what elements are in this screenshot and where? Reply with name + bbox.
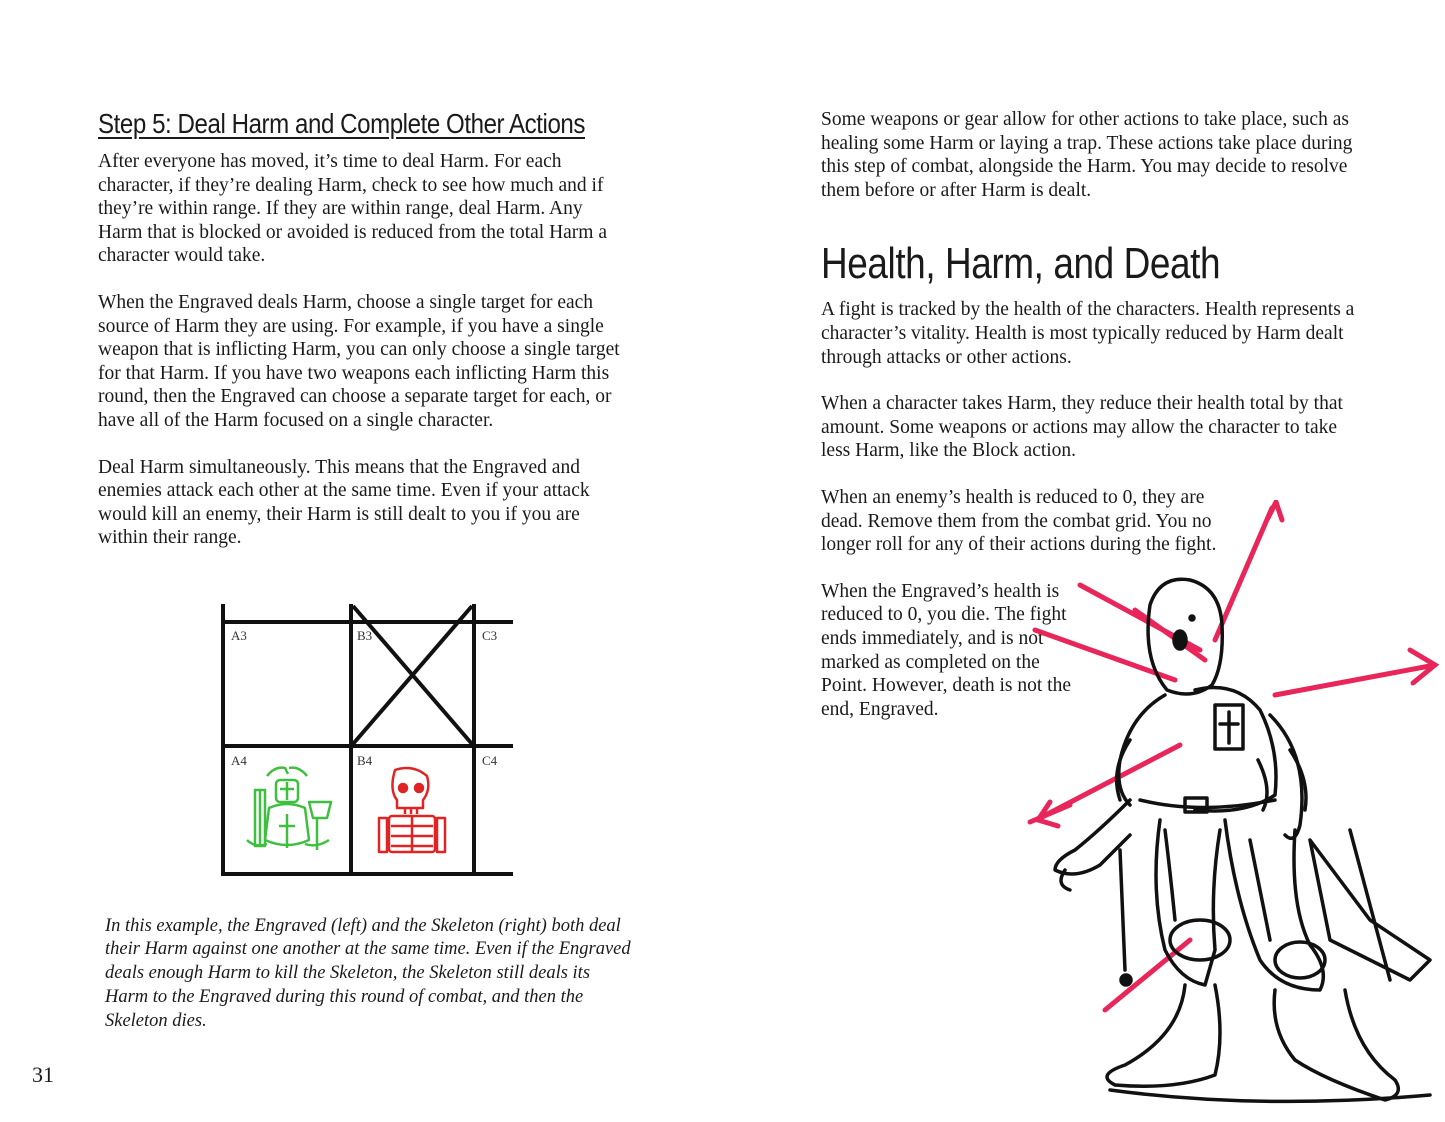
right-paragraph-4: When the Engraved’s health is reduced to 0, you die. The fight ends immediately, and is not marked as completed on the Point. However, death is not the end, Engraved. (821, 580, 1071, 720)
cell-label-c3: C3 (482, 628, 498, 643)
cell-label-b3: B3 (357, 628, 373, 643)
combat-grid (219, 604, 515, 878)
figure-caption: In this example, the Engraved (left) and the Skeleton (right) both deal their Harm against one another at the same time. Even if the Engraved deals enough Harm to kill the Skeleton, the Skeleton still deals its Harm to the Engraved during this round of combat, and then the Skeleton dies. (105, 915, 631, 1031)
right-paragraph-3: When an enemy’s health is reduced to 0, they are dead. Remove them from the combat grid. You no longer roll for any of their actions during the fight. (821, 486, 1217, 556)
cell-label-b4: B4 (357, 753, 373, 768)
cell-label-a4: A4 (231, 753, 247, 768)
cell-label-a3: A3 (231, 628, 247, 643)
left-paragraph-3: Deal Harm simultaneously. This means that the Engraved and enemies attack each other at the same time. Even if your attack would kill an enemy, their Harm is still dealt to you if you are within their range. (98, 456, 590, 549)
knight-struck-by-arrows-illustration (1010, 500, 1445, 1117)
section-heading: Health, Harm, and Death (821, 239, 1221, 289)
step-heading: Step 5: Deal Harm and Complete Other Actions (98, 108, 586, 139)
blocked-x-mark (353, 606, 472, 744)
skeleton-icon (379, 768, 445, 852)
engraved-knight-icon (247, 768, 331, 850)
left-column (98, 104, 628, 573)
left-paragraph-2: When the Engraved deals Harm, choose a single target for each source of Harm they are using. For example, if you have a single weapon that is inflicting Harm, you can only choose a single target for that Harm. If you have two weapons each inflicting Harm this round, then the Engraved can choose a separate target for each, or have all of the Harm focused on a single character. (98, 291, 620, 431)
knight-sketch (1010, 500, 1445, 1117)
right-intro-paragraph: Some weapons or gear allow for other actions to take place, such as healing some Harm or laying a trap. These actions take place during this step of combat, alongside the Harm. You may decide to resolve them before or after Harm is dealt. (821, 109, 1353, 201)
page-number: 31 (32, 1062, 54, 1087)
cell-label-c4: C4 (482, 753, 498, 768)
left-paragraph-1: After everyone has moved, it’s time to deal Harm. For each character, if they’re dealing Harm, check to see how much and if they’re within range. If they are within range, deal Harm. Any Harm that is blocked or avoided is reduced from the total Harm a character would take. (98, 151, 607, 267)
combat-grid-figure (219, 604, 515, 878)
right-paragraph-1: A fight is tracked by the health of the characters. Health represents a character’s vitality. Health is most typically reduced by Harm dealt through attacks or other actions. (821, 299, 1355, 368)
right-paragraph-2: When a character takes Harm, they reduce their health total by that amount. Some weapons or actions may allow the character to take less Harm, like the Block action. (821, 393, 1343, 462)
arrows (1030, 502, 1435, 1010)
